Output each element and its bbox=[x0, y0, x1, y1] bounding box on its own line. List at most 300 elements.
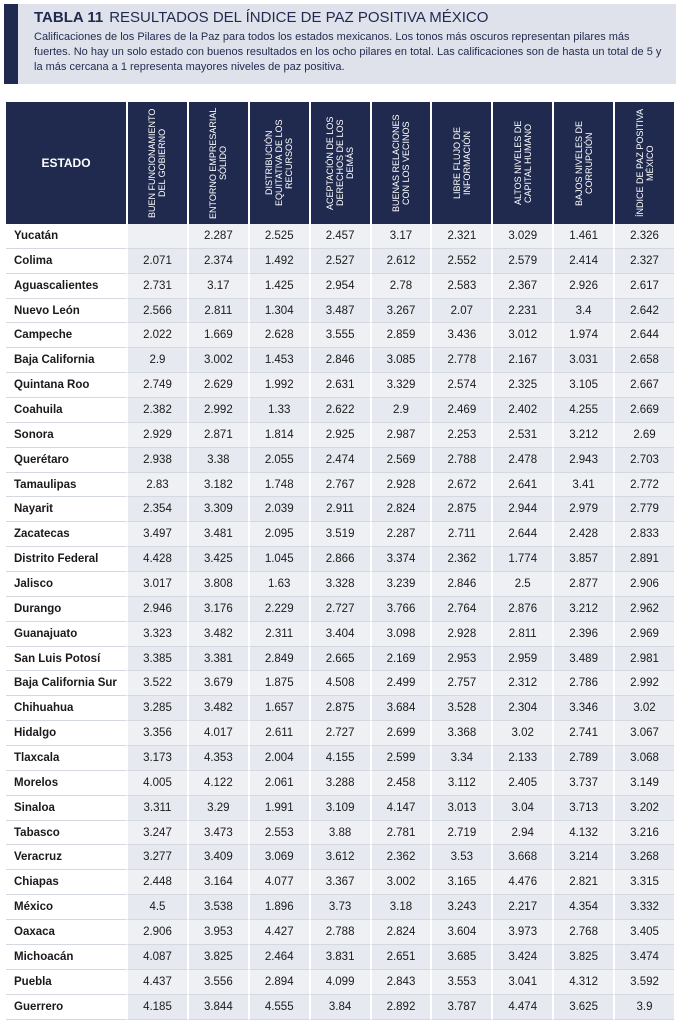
score-cell: 3.713 bbox=[552, 796, 613, 821]
score-cell: 3.164 bbox=[187, 870, 248, 895]
score-cell: 4.017 bbox=[187, 721, 248, 746]
state-name-cell: Tamaulipas bbox=[6, 473, 126, 498]
score-cell: 3.953 bbox=[187, 920, 248, 945]
column-header bbox=[370, 102, 431, 224]
score-cell: 2.583 bbox=[430, 274, 491, 299]
score-cell: 2.846 bbox=[430, 572, 491, 597]
state-name-cell: Distrito Federal bbox=[6, 547, 126, 572]
state-name-cell: Zacatecas bbox=[6, 522, 126, 547]
score-cell: 2.749 bbox=[126, 373, 187, 398]
table-row bbox=[6, 398, 674, 423]
score-cell: 2.428 bbox=[552, 522, 613, 547]
score-cell: 3.34 bbox=[430, 746, 491, 771]
score-cell: 3.182 bbox=[187, 473, 248, 498]
score-cell: 2.906 bbox=[613, 572, 674, 597]
score-cell: 1.33 bbox=[248, 398, 309, 423]
score-cell: 1.492 bbox=[248, 249, 309, 274]
score-cell: 2.789 bbox=[552, 746, 613, 771]
score-cell: 2.938 bbox=[126, 448, 187, 473]
state-name-cell: Quintana Roo bbox=[6, 373, 126, 398]
score-cell: 3.844 bbox=[187, 995, 248, 1020]
score-cell: 3.4 bbox=[552, 299, 613, 324]
table-title-block bbox=[4, 4, 676, 84]
score-cell: 2.906 bbox=[126, 920, 187, 945]
state-name-cell: Baja California bbox=[6, 348, 126, 373]
score-cell: 2.953 bbox=[430, 647, 491, 672]
score-cell: 2.553 bbox=[248, 821, 309, 846]
score-cell: 2.07 bbox=[430, 299, 491, 324]
score-cell: 3.173 bbox=[126, 746, 187, 771]
score-cell: 2.669 bbox=[613, 398, 674, 423]
score-cell: 2.022 bbox=[126, 323, 187, 348]
score-cell: 3.315 bbox=[613, 870, 674, 895]
score-cell: 2.866 bbox=[309, 547, 370, 572]
score-cell: 2.929 bbox=[126, 423, 187, 448]
score-cell: 3.098 bbox=[370, 622, 431, 647]
score-cell: 2.612 bbox=[370, 249, 431, 274]
score-cell: 3.243 bbox=[430, 895, 491, 920]
score-cell: 2.876 bbox=[491, 597, 552, 622]
score-cell: 3.029 bbox=[491, 224, 552, 249]
score-cell: 3.385 bbox=[126, 647, 187, 672]
score-cell: 3.329 bbox=[370, 373, 431, 398]
score-cell: 2.327 bbox=[613, 249, 674, 274]
score-cell: 4.437 bbox=[126, 970, 187, 995]
table-row bbox=[6, 895, 674, 920]
table-row bbox=[6, 647, 674, 672]
score-cell: 4.185 bbox=[126, 995, 187, 1020]
score-cell: 3.489 bbox=[552, 647, 613, 672]
score-cell: 2.69 bbox=[613, 423, 674, 448]
score-cell: 2.599 bbox=[370, 746, 431, 771]
state-name-cell: Baja California Sur bbox=[6, 671, 126, 696]
table-row bbox=[6, 373, 674, 398]
score-cell: 3.612 bbox=[309, 845, 370, 870]
score-cell: 3.409 bbox=[187, 845, 248, 870]
score-cell: 3.356 bbox=[126, 721, 187, 746]
table-row bbox=[6, 696, 674, 721]
score-cell: 2.788 bbox=[430, 448, 491, 473]
state-name-cell: Chihuahua bbox=[6, 696, 126, 721]
state-name-cell: Guerrero bbox=[6, 995, 126, 1020]
score-cell: 3.481 bbox=[187, 522, 248, 547]
score-cell: 3.556 bbox=[187, 970, 248, 995]
state-name-cell: Puebla bbox=[6, 970, 126, 995]
score-cell: 3.53 bbox=[430, 845, 491, 870]
score-cell: 2.464 bbox=[248, 945, 309, 970]
score-cell: 3.309 bbox=[187, 497, 248, 522]
score-cell: 2.894 bbox=[248, 970, 309, 995]
score-cell: 2.824 bbox=[370, 920, 431, 945]
score-cell: 3.041 bbox=[491, 970, 552, 995]
score-cell: 2.719 bbox=[430, 821, 491, 846]
score-cell: 1.875 bbox=[248, 671, 309, 696]
table-body bbox=[6, 224, 674, 1020]
score-cell: 3.214 bbox=[552, 845, 613, 870]
score-cell: 2.846 bbox=[309, 348, 370, 373]
score-cell: 3.473 bbox=[187, 821, 248, 846]
table-description: Calificaciones de los Pilares de la Paz para todos los estados mexicanos. Los tonos más oscuros representan pilares más fuertes. No hay un solo estado con buenos resultados en los ocho pilares en total. Las calificaciones son de hasta un total de 5 y la más cercana a 1 representa mayores niveles de paz positiva. bbox=[34, 31, 662, 73]
table-row bbox=[6, 945, 674, 970]
table-row bbox=[6, 870, 674, 895]
score-cell: 3.202 bbox=[613, 796, 674, 821]
state-name-cell: Oaxaca bbox=[6, 920, 126, 945]
score-cell: 4.428 bbox=[126, 547, 187, 572]
score-cell: 2.954 bbox=[309, 274, 370, 299]
score-cell: 2.727 bbox=[309, 721, 370, 746]
score-cell: 4.255 bbox=[552, 398, 613, 423]
score-cell: 2.644 bbox=[491, 522, 552, 547]
column-header-label: ÍNDICE DE PAZ POSITIVA MÉXICO bbox=[634, 108, 655, 218]
score-cell: 2.469 bbox=[430, 398, 491, 423]
column-header-label: BAJOS NIVELES DE CORRUPCIÓN bbox=[573, 120, 594, 206]
score-cell: 3.002 bbox=[370, 870, 431, 895]
score-cell: 3.17 bbox=[187, 274, 248, 299]
score-cell: 3.165 bbox=[430, 870, 491, 895]
score-cell: 2.741 bbox=[552, 721, 613, 746]
score-cell: 2.231 bbox=[491, 299, 552, 324]
score-cell: 1.992 bbox=[248, 373, 309, 398]
score-cell: 2.312 bbox=[491, 671, 552, 696]
score-cell: 2.928 bbox=[370, 473, 431, 498]
score-cell: 2.311 bbox=[248, 622, 309, 647]
score-cell: 3.831 bbox=[309, 945, 370, 970]
column-header-label: ACEPTACIÓN DE LOS DERECHOS DE LOS DEMÁS bbox=[325, 116, 356, 210]
score-cell: 2.458 bbox=[370, 771, 431, 796]
table-row bbox=[6, 597, 674, 622]
column-header bbox=[552, 102, 613, 224]
score-cell: 2.703 bbox=[613, 448, 674, 473]
score-cell: 1.774 bbox=[491, 547, 552, 572]
state-name-cell: Nayarit bbox=[6, 497, 126, 522]
score-cell: 3.528 bbox=[430, 696, 491, 721]
score-cell: 1.304 bbox=[248, 299, 309, 324]
score-cell: 3.332 bbox=[613, 895, 674, 920]
state-name-cell: Coahuila bbox=[6, 398, 126, 423]
table-title-text: RESULTADOS DEL ÍNDICE DE PAZ POSITIVA MÉXICO bbox=[109, 9, 489, 26]
score-cell: 3.017 bbox=[126, 572, 187, 597]
score-cell: 2.382 bbox=[126, 398, 187, 423]
score-cell: 1.453 bbox=[248, 348, 309, 373]
score-cell: 1.461 bbox=[552, 224, 613, 249]
score-cell: 3.808 bbox=[187, 572, 248, 597]
score-cell: 2.833 bbox=[613, 522, 674, 547]
score-cell: 2.552 bbox=[430, 249, 491, 274]
score-cell: 3.766 bbox=[370, 597, 431, 622]
score-cell: 2.566 bbox=[126, 299, 187, 324]
score-cell: 3.668 bbox=[491, 845, 552, 870]
score-cell: 3.9 bbox=[613, 995, 674, 1020]
score-cell: 3.737 bbox=[552, 771, 613, 796]
score-cell: 3.268 bbox=[613, 845, 674, 870]
score-cell: 2.83 bbox=[126, 473, 187, 498]
score-cell: 3.239 bbox=[370, 572, 431, 597]
score-cell: 2.946 bbox=[126, 597, 187, 622]
state-name-cell: Campeche bbox=[6, 323, 126, 348]
table-row bbox=[6, 249, 674, 274]
score-cell: 2.699 bbox=[370, 721, 431, 746]
score-cell: 4.132 bbox=[552, 821, 613, 846]
score-cell: 2.061 bbox=[248, 771, 309, 796]
score-cell: 2.871 bbox=[187, 423, 248, 448]
column-header-label: BUEN FUNCIONAMIENTO DEL GOBIERNO bbox=[147, 108, 168, 218]
score-cell: 2.992 bbox=[187, 398, 248, 423]
state-name-cell: Michoacán bbox=[6, 945, 126, 970]
score-cell: 2.962 bbox=[613, 597, 674, 622]
column-header: ESTADO bbox=[6, 102, 126, 224]
column-header bbox=[248, 102, 309, 224]
table-row bbox=[6, 796, 674, 821]
state-name-cell: Guanajuato bbox=[6, 622, 126, 647]
score-cell: 3.84 bbox=[309, 995, 370, 1020]
score-cell: 2.641 bbox=[491, 473, 552, 498]
score-cell: 3.247 bbox=[126, 821, 187, 846]
table-row bbox=[6, 497, 674, 522]
score-cell: 2.628 bbox=[248, 323, 309, 348]
score-cell: 2.362 bbox=[370, 845, 431, 870]
score-cell: 2.527 bbox=[309, 249, 370, 274]
score-cell: 3.553 bbox=[430, 970, 491, 995]
score-cell: 2.457 bbox=[309, 224, 370, 249]
score-cell: 2.926 bbox=[552, 274, 613, 299]
score-cell: 2.474 bbox=[309, 448, 370, 473]
state-name-cell: Durango bbox=[6, 597, 126, 622]
state-name-cell: Jalisco bbox=[6, 572, 126, 597]
score-cell: 2.772 bbox=[613, 473, 674, 498]
table-number: TABLA 11 bbox=[34, 9, 104, 26]
score-cell: 1.814 bbox=[248, 423, 309, 448]
score-cell: 2.944 bbox=[491, 497, 552, 522]
score-cell: 2.229 bbox=[248, 597, 309, 622]
score-cell: 3.212 bbox=[552, 423, 613, 448]
score-cell: 4.474 bbox=[491, 995, 552, 1020]
score-cell: 3.002 bbox=[187, 348, 248, 373]
table-title bbox=[34, 8, 666, 27]
score-cell: 2.396 bbox=[552, 622, 613, 647]
table-row bbox=[6, 920, 674, 945]
score-cell: 2.911 bbox=[309, 497, 370, 522]
score-cell: 4.155 bbox=[309, 746, 370, 771]
score-cell: 2.727 bbox=[309, 597, 370, 622]
score-cell: 3.374 bbox=[370, 547, 431, 572]
score-cell: 2.9 bbox=[370, 398, 431, 423]
score-cell: 1.896 bbox=[248, 895, 309, 920]
score-cell: 3.04 bbox=[491, 796, 552, 821]
score-cell: 2.672 bbox=[430, 473, 491, 498]
score-cell: 2.9 bbox=[126, 348, 187, 373]
score-cell: 2.778 bbox=[430, 348, 491, 373]
score-cell: 3.18 bbox=[370, 895, 431, 920]
score-cell: 3.069 bbox=[248, 845, 309, 870]
score-cell: 2.095 bbox=[248, 522, 309, 547]
score-cell: 2.658 bbox=[613, 348, 674, 373]
score-cell: 4.122 bbox=[187, 771, 248, 796]
score-cell: 3.474 bbox=[613, 945, 674, 970]
score-cell: 2.579 bbox=[491, 249, 552, 274]
score-cell: 3.424 bbox=[491, 945, 552, 970]
column-header bbox=[309, 102, 370, 224]
score-cell: 3.88 bbox=[309, 821, 370, 846]
score-cell: 3.267 bbox=[370, 299, 431, 324]
score-cell: 3.013 bbox=[430, 796, 491, 821]
score-cell: 3.176 bbox=[187, 597, 248, 622]
score-cell: 1.045 bbox=[248, 547, 309, 572]
score-cell: 2.979 bbox=[552, 497, 613, 522]
score-cell: 3.105 bbox=[552, 373, 613, 398]
score-cell: 2.651 bbox=[370, 945, 431, 970]
score-cell: 2.217 bbox=[491, 895, 552, 920]
score-cell: 3.216 bbox=[613, 821, 674, 846]
column-header-label: DISTRIBUCIÓN EQUITATIVA DE LOS RECURSOS bbox=[264, 119, 295, 207]
score-cell: 2.644 bbox=[613, 323, 674, 348]
score-cell: 3.367 bbox=[309, 870, 370, 895]
score-cell: 3.404 bbox=[309, 622, 370, 647]
score-cell: 4.354 bbox=[552, 895, 613, 920]
score-cell: 2.811 bbox=[187, 299, 248, 324]
score-cell: 2.629 bbox=[187, 373, 248, 398]
score-cell: 2.405 bbox=[491, 771, 552, 796]
score-cell: 2.325 bbox=[491, 373, 552, 398]
score-cell: 2.569 bbox=[370, 448, 431, 473]
score-cell: 2.824 bbox=[370, 497, 431, 522]
column-header bbox=[126, 102, 187, 224]
score-cell: 4.353 bbox=[187, 746, 248, 771]
state-name-cell: Colima bbox=[6, 249, 126, 274]
table-row bbox=[6, 970, 674, 995]
score-cell: 4.427 bbox=[248, 920, 309, 945]
score-cell bbox=[126, 224, 187, 249]
score-cell: 4.087 bbox=[126, 945, 187, 970]
score-cell: 2.821 bbox=[552, 870, 613, 895]
positive-peace-table bbox=[6, 102, 674, 1020]
score-cell: 3.323 bbox=[126, 622, 187, 647]
score-cell: 3.381 bbox=[187, 647, 248, 672]
score-cell: 3.085 bbox=[370, 348, 431, 373]
score-cell: 2.811 bbox=[491, 622, 552, 647]
table-row bbox=[6, 746, 674, 771]
table-row bbox=[6, 299, 674, 324]
score-cell: 3.288 bbox=[309, 771, 370, 796]
column-header bbox=[491, 102, 552, 224]
score-cell: 2.133 bbox=[491, 746, 552, 771]
table-row bbox=[6, 448, 674, 473]
score-cell: 2.78 bbox=[370, 274, 431, 299]
score-cell: 3.012 bbox=[491, 323, 552, 348]
score-cell: 3.857 bbox=[552, 547, 613, 572]
table-row bbox=[6, 721, 674, 746]
score-cell: 2.665 bbox=[309, 647, 370, 672]
table-row bbox=[6, 547, 674, 572]
score-cell: 4.476 bbox=[491, 870, 552, 895]
score-cell: 3.684 bbox=[370, 696, 431, 721]
column-header bbox=[187, 102, 248, 224]
score-cell: 1.425 bbox=[248, 274, 309, 299]
score-cell: 2.414 bbox=[552, 249, 613, 274]
state-name-cell: Morelos bbox=[6, 771, 126, 796]
score-cell: 1.748 bbox=[248, 473, 309, 498]
score-cell: 2.321 bbox=[430, 224, 491, 249]
score-cell: 3.17 bbox=[370, 224, 431, 249]
score-cell: 3.592 bbox=[613, 970, 674, 995]
score-cell: 3.109 bbox=[309, 796, 370, 821]
table-row bbox=[6, 323, 674, 348]
score-cell: 3.73 bbox=[309, 895, 370, 920]
score-cell: 2.631 bbox=[309, 373, 370, 398]
score-cell: 3.346 bbox=[552, 696, 613, 721]
state-name-cell: San Luis Potosí bbox=[6, 647, 126, 672]
score-cell: 2.969 bbox=[613, 622, 674, 647]
score-cell: 1.669 bbox=[187, 323, 248, 348]
table-row bbox=[6, 348, 674, 373]
score-cell: 2.362 bbox=[430, 547, 491, 572]
state-name-cell: Veracruz bbox=[6, 845, 126, 870]
table-row bbox=[6, 821, 674, 846]
score-cell: 3.02 bbox=[491, 721, 552, 746]
score-cell: 2.039 bbox=[248, 497, 309, 522]
score-cell: 3.825 bbox=[187, 945, 248, 970]
table-row bbox=[6, 622, 674, 647]
score-cell: 2.925 bbox=[309, 423, 370, 448]
score-cell: 2.374 bbox=[187, 249, 248, 274]
score-cell: 2.448 bbox=[126, 870, 187, 895]
score-cell: 2.287 bbox=[370, 522, 431, 547]
score-cell: 2.891 bbox=[613, 547, 674, 572]
state-name-cell: México bbox=[6, 895, 126, 920]
score-cell: 3.425 bbox=[187, 547, 248, 572]
score-cell: 2.326 bbox=[613, 224, 674, 249]
state-name-cell: Aguascalientes bbox=[6, 274, 126, 299]
score-cell: 2.892 bbox=[370, 995, 431, 1020]
score-cell: 1.974 bbox=[552, 323, 613, 348]
state-name-cell: Querétaro bbox=[6, 448, 126, 473]
score-cell: 3.031 bbox=[552, 348, 613, 373]
score-cell: 3.555 bbox=[309, 323, 370, 348]
score-cell: 4.312 bbox=[552, 970, 613, 995]
column-header bbox=[613, 102, 674, 224]
score-cell: 1.657 bbox=[248, 696, 309, 721]
score-cell: 3.604 bbox=[430, 920, 491, 945]
score-cell: 2.764 bbox=[430, 597, 491, 622]
score-cell: 2.779 bbox=[613, 497, 674, 522]
score-cell: 3.328 bbox=[309, 572, 370, 597]
score-cell: 2.94 bbox=[491, 821, 552, 846]
score-cell: 4.5 bbox=[126, 895, 187, 920]
score-cell: 3.487 bbox=[309, 299, 370, 324]
score-cell: 2.849 bbox=[248, 647, 309, 672]
score-cell: 4.099 bbox=[309, 970, 370, 995]
score-cell: 2.402 bbox=[491, 398, 552, 423]
table-row bbox=[6, 572, 674, 597]
score-cell: 2.711 bbox=[430, 522, 491, 547]
state-name-cell: Sonora bbox=[6, 423, 126, 448]
score-cell: 2.531 bbox=[491, 423, 552, 448]
score-cell: 2.574 bbox=[430, 373, 491, 398]
score-cell: 3.482 bbox=[187, 696, 248, 721]
score-cell: 4.147 bbox=[370, 796, 431, 821]
score-cell: 2.667 bbox=[613, 373, 674, 398]
score-cell: 2.875 bbox=[430, 497, 491, 522]
score-cell: 2.981 bbox=[613, 647, 674, 672]
score-cell: 2.5 bbox=[491, 572, 552, 597]
score-cell: 3.311 bbox=[126, 796, 187, 821]
score-cell: 2.617 bbox=[613, 274, 674, 299]
score-cell: 2.478 bbox=[491, 448, 552, 473]
score-cell: 3.02 bbox=[613, 696, 674, 721]
score-cell: 2.304 bbox=[491, 696, 552, 721]
score-cell: 2.611 bbox=[248, 721, 309, 746]
score-cell: 3.068 bbox=[613, 746, 674, 771]
score-cell: 3.285 bbox=[126, 696, 187, 721]
